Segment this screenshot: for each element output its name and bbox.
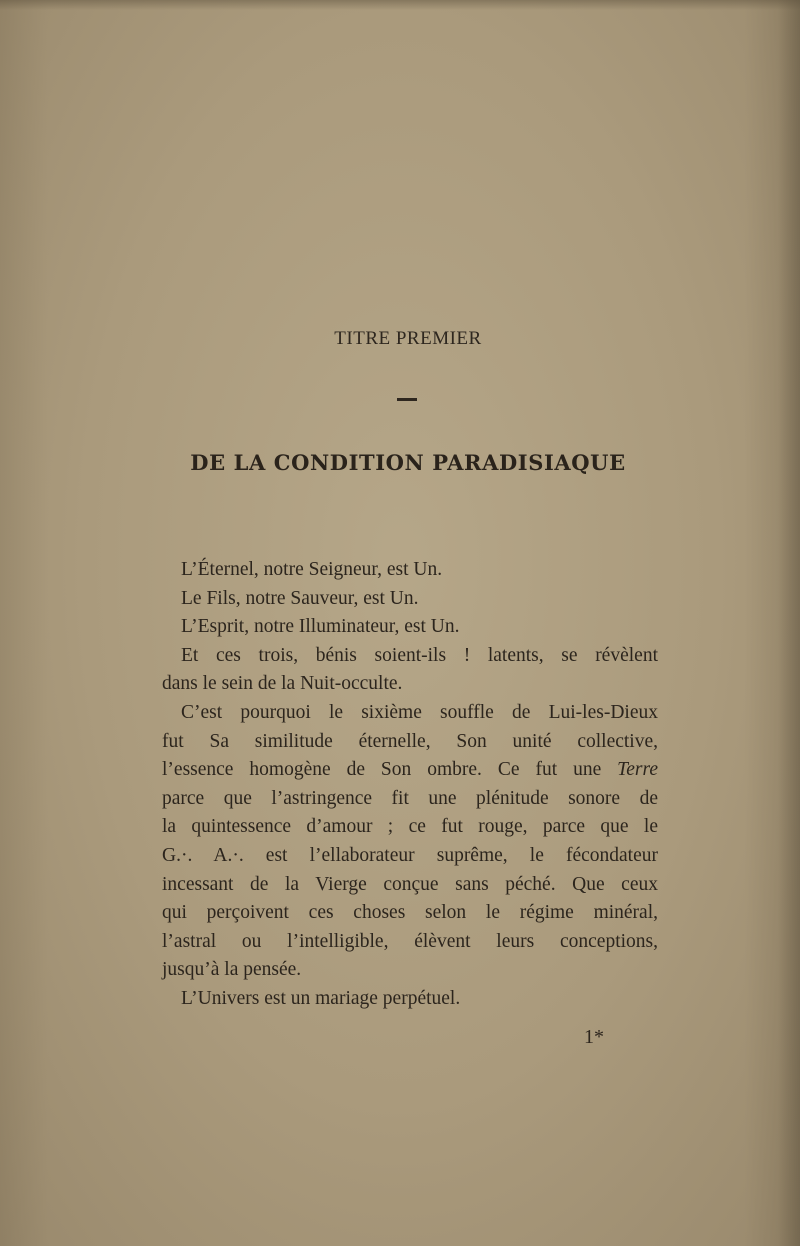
italic-word: Terre [617, 759, 658, 781]
page-right-edge [778, 0, 800, 1246]
text-line: Le Fils, notre Sauveur, est Un. [181, 587, 419, 609]
text-segment: l’essence homogène de Son ombre. Ce fut une [162, 759, 618, 781]
text-line: qui perçoivent ces choses selon le régime minéral, [162, 902, 658, 924]
signature-mark: 1* [584, 1026, 604, 1048]
text-line [162, 756, 658, 785]
text-line: C’est pourquoi le sixième souffle de Lui-les-Dieux [181, 701, 658, 723]
text-line: L’Esprit, notre Illuminateur, est Un. [181, 616, 460, 638]
text-line: L’Univers est un mariage perpétuel. [181, 987, 461, 1009]
chapter-heading: DE LA CONDITION PARADISIAQUE [190, 450, 626, 475]
page-top-edge [0, 0, 800, 10]
text-line: dans le sein de la Nuit-occulte. [162, 673, 403, 695]
text-line: la quintessence d’amour ; ce fut rouge, parce que le [162, 816, 658, 838]
text-line: G.·. A.·. est l’ellaborateur suprême, le fécondateur [162, 844, 658, 866]
text-line: incessant de la Vierge conçue sans péché. Que ceux [162, 873, 658, 895]
text-line: jusqu’à la pensée. [162, 959, 302, 981]
text-line: fut Sa similitude éternelle, Son unité collective, [162, 730, 658, 752]
body-text [162, 556, 658, 1014]
text-line: L’Éternel, notre Seigneur, est Un. [181, 559, 443, 580]
text-line: Et ces trois, bénis soient-ils ! latents, se révèlent [181, 644, 658, 666]
part-title: TITRE PREMIER [334, 328, 482, 349]
text-line: parce que l’astringence fit une plénitude sonore de [162, 787, 658, 809]
separator-dash [397, 398, 417, 401]
text-line: l’astral ou l’intelligible, élèvent leurs conceptions, [162, 930, 658, 952]
